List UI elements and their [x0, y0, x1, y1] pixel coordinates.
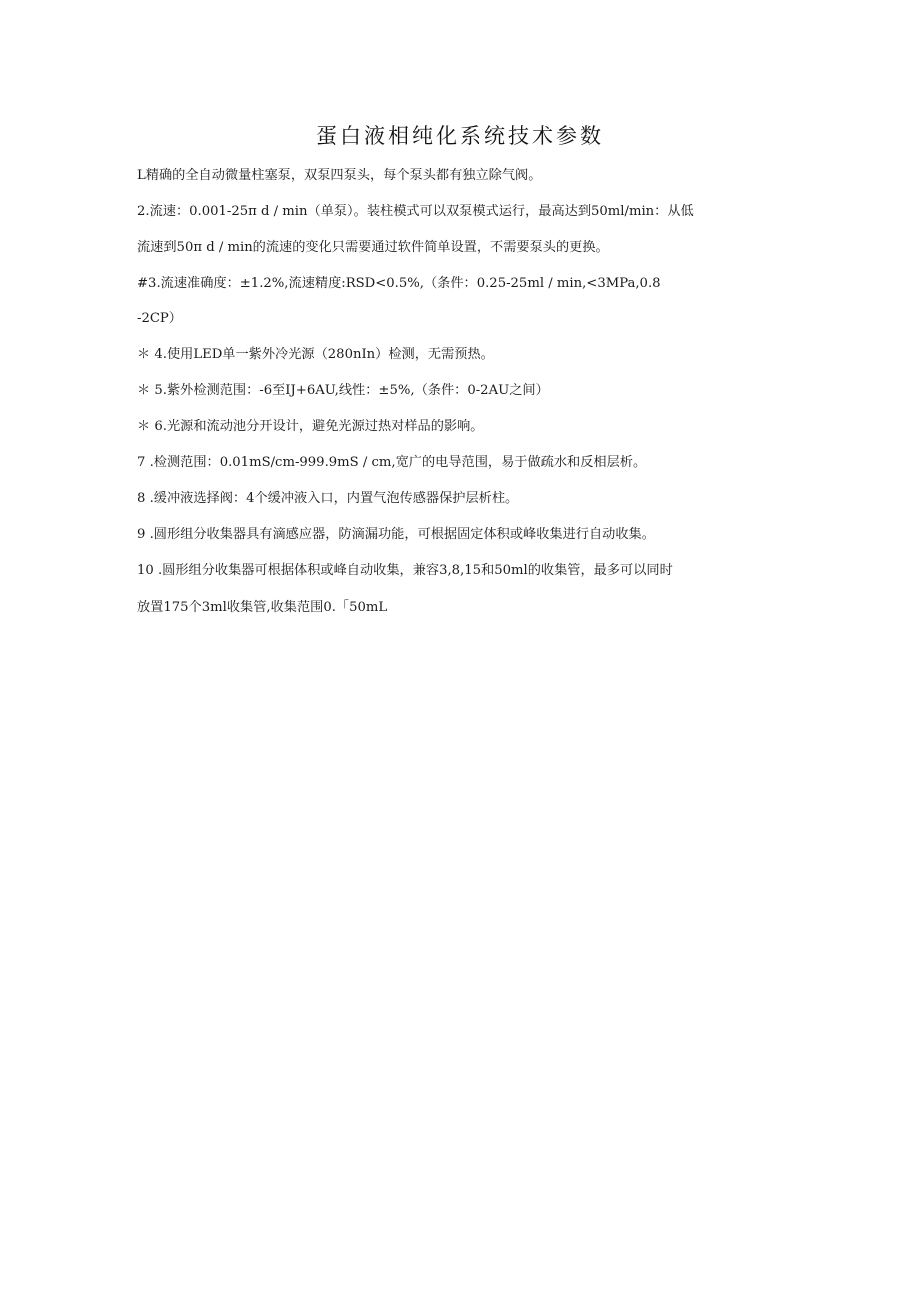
spec-line-5: ＊ 5.紫外检测范围：-6至IJ+6AU,线性：±5%,（条件：0-2AU之间）: [137, 383, 549, 398]
spec-line-10: 10 .圆形组分收集器可根据体积或峰自动收集，兼容3,8,15和50ml的收集管，最多可以同时: [137, 563, 673, 578]
spec-line-3: #3.流速准确度：±1.2%,流速精度:RSD<0.5%,（条件：0.25-25ml / min,<3MPa,0.8: [137, 276, 661, 291]
spec-line-8: 8 .缓冲液选择阀：4个缓冲液入口，内置气泡传感器保护层析柱。: [137, 491, 519, 506]
spec-line-9: 9 .圆形组分收集器具有滴感应器，防滴漏功能，可根据固定体积或峰收集进行自动收集。: [137, 527, 655, 542]
spec-line-6: ＊ 6.光源和流动池分开设计，避免光源过热对样品的影响。: [137, 419, 484, 434]
spec-line-4: ＊ 4.使用LED单一紫外冷光源（280nIn）检测，无需预热。: [137, 347, 494, 362]
spec-line-10-cont: 放置175个3ml收集管,收集范围0.「50mL: [137, 600, 388, 615]
spec-line-3-cont: -2CP）: [137, 311, 182, 326]
document-title: 蛋白液相纯化系统技术参数: [316, 124, 604, 148]
spec-line-7: 7 .检测范围：0.01mS/cm-999.9mS / cm,宽广的电导范围，易于做疏水和反相层析。: [137, 455, 647, 470]
spec-line-2-cont: 流速到50π d / min的流速的变化只需要通过软件简单设置，不需要泵头的更换。: [137, 240, 609, 255]
spec-line-1: L精确的全自动微量柱塞泵，双泵四泵头，每个泵头都有独立除气阀。: [137, 168, 542, 183]
spec-line-2: 2.流速：0.001-25π d / min（单泵）。装柱模式可以双泵模式运行，最高达到50ml/min：从低: [137, 204, 694, 219]
